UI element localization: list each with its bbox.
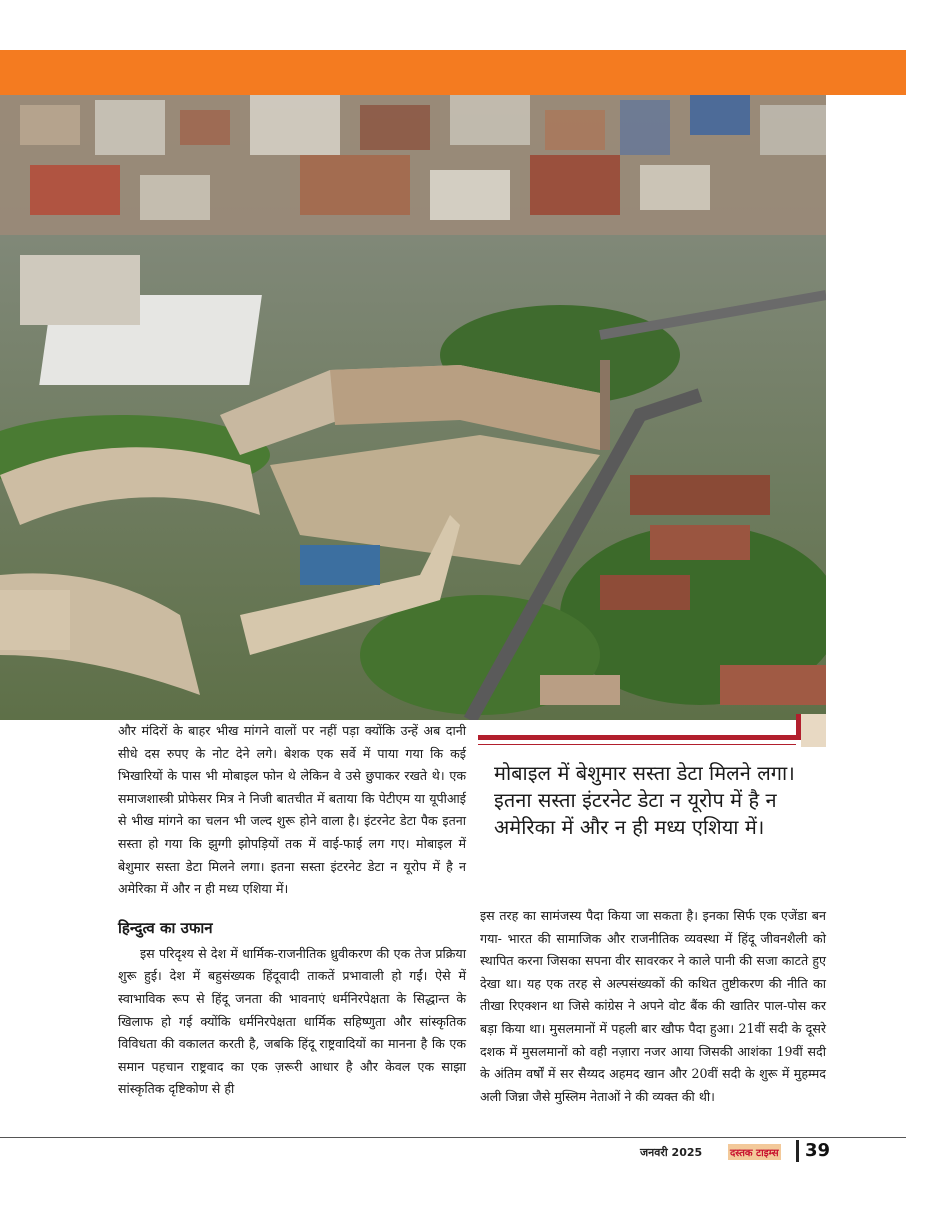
footer-divider (796, 1140, 799, 1162)
body-paragraph: इस परिदृश्य से देश में धार्मिक-राजनीतिक ध्रुवीकरण की एक तेज प्रक्रिया शुरू हुई। देश में बहुसंख्यक हिंदूवादी ताकतें प्रभावाली हो गईं। ऐसे में स्वाभाविक रूप से हिंदू जनता की भावनाएं धर्मनिरपेक्षता के सिद्धान्त के खिलाफ हो गई क्योंकि धर्मनिरपेक्षता धार्मिक सहिष्णुता और सांस्कृतिक विविधता की वकालत करती है, जबकि हिंदू राष्ट्रवादियों का मानना है कि एक समान पहचान राष्ट्रवाद का एक ज़रूरी आधार है और केवल एक साझा सांस्कृतिक दृष्टिकोण से ही (118, 945, 466, 1097)
pullquote-accent-box (801, 714, 826, 747)
pullquote-accent-rule (478, 744, 796, 745)
page-number: 39 (805, 1140, 831, 1161)
aerial-city-photo-illustration (0, 95, 826, 720)
footer-issue-date: जनवरी 2025 (640, 1146, 703, 1159)
footer-rule (0, 1137, 906, 1138)
top-orange-bar (0, 50, 906, 95)
footer-brand-logo: दस्तक टाइम्स (728, 1144, 781, 1160)
article-column-left (118, 720, 466, 1101)
body-paragraph: इस तरह का सामंजस्य पैदा किया जा सकता है। इनका सिर्फ एक एजेंडा बन गया- भारत की सामाजिक और राजनीतिक व्यवस्था में हिंदू जीवनशैली को स्थापित करना जिसका सपना वीर सावरकर ने काले पानी की सजा काटते हुए देखा था। यह एक तरह से अल्पसंख्यकों की कथित तुष्टीकरण की नीति का तीखा रिएक्शन था जिसे कांग्रेस ने अपने वोट बैंक की खातिर पाल-पोस कर बड़ा किया था। मुसलमानों में पहली बार खौफ पैदा हुआ। 21वीं सदी के दूसरे दशक में मुसलमानों को वही नज़ारा नजर आया जिसकी आशंका 19वीं सदी के अंतिम वर्षों में सर सैय्यद अहमद खान और 20वीं सदी के शुरू में मुहम्मद अली जिन्ना जैसे मुस्लिम नेताओं ने की व्यक्त की थी। (480, 908, 826, 1104)
section-subheading: हिन्दुत्व का उफान (118, 918, 213, 937)
body-paragraph: और मंदिरों के बाहर भीख मांगने वालों पर नहीं पड़ा क्योंकि उन्हें अब दानी सीधे दस रुपए के नोट देने लगे। बेशक एक सर्वे में पाया गया कि कई भिखारियों के पास भी मोबाइल फोन थे लेकिन वे उसे छुपाकर रखते थे। एक समाजशास्त्री प्रोफेसर मित्र ने निजी बातचीत में बताया कि पेटीएम या यूपीआई से भीख मांगने का चलन भी जल्द शुरू होने वाला है। इंटरनेट डेटा पैक इतना सस्ता हो गया कि झुग्गी झोपड़ियों तक में वाई-फाई लग गए। मोबाइल में बेशुमार सस्ता डेटा मिलने लगा। इतना सस्ता इंटरनेट डेटा न यूरोप में है न अमेरिका में और न ही मध्य एशिया में। (118, 723, 466, 897)
pullquote-accent-bar (478, 735, 796, 740)
aerial-city-photo (0, 95, 826, 720)
pull-quote: मोबाइल में बेशुमार सस्ता डेटा मिलने लगा। इतना सस्ता इंटरनेट डेटा न यूरोप में है न अमेरिका में और न ही मध्य एशिया में। (494, 761, 795, 839)
article-column-right (480, 905, 826, 1108)
